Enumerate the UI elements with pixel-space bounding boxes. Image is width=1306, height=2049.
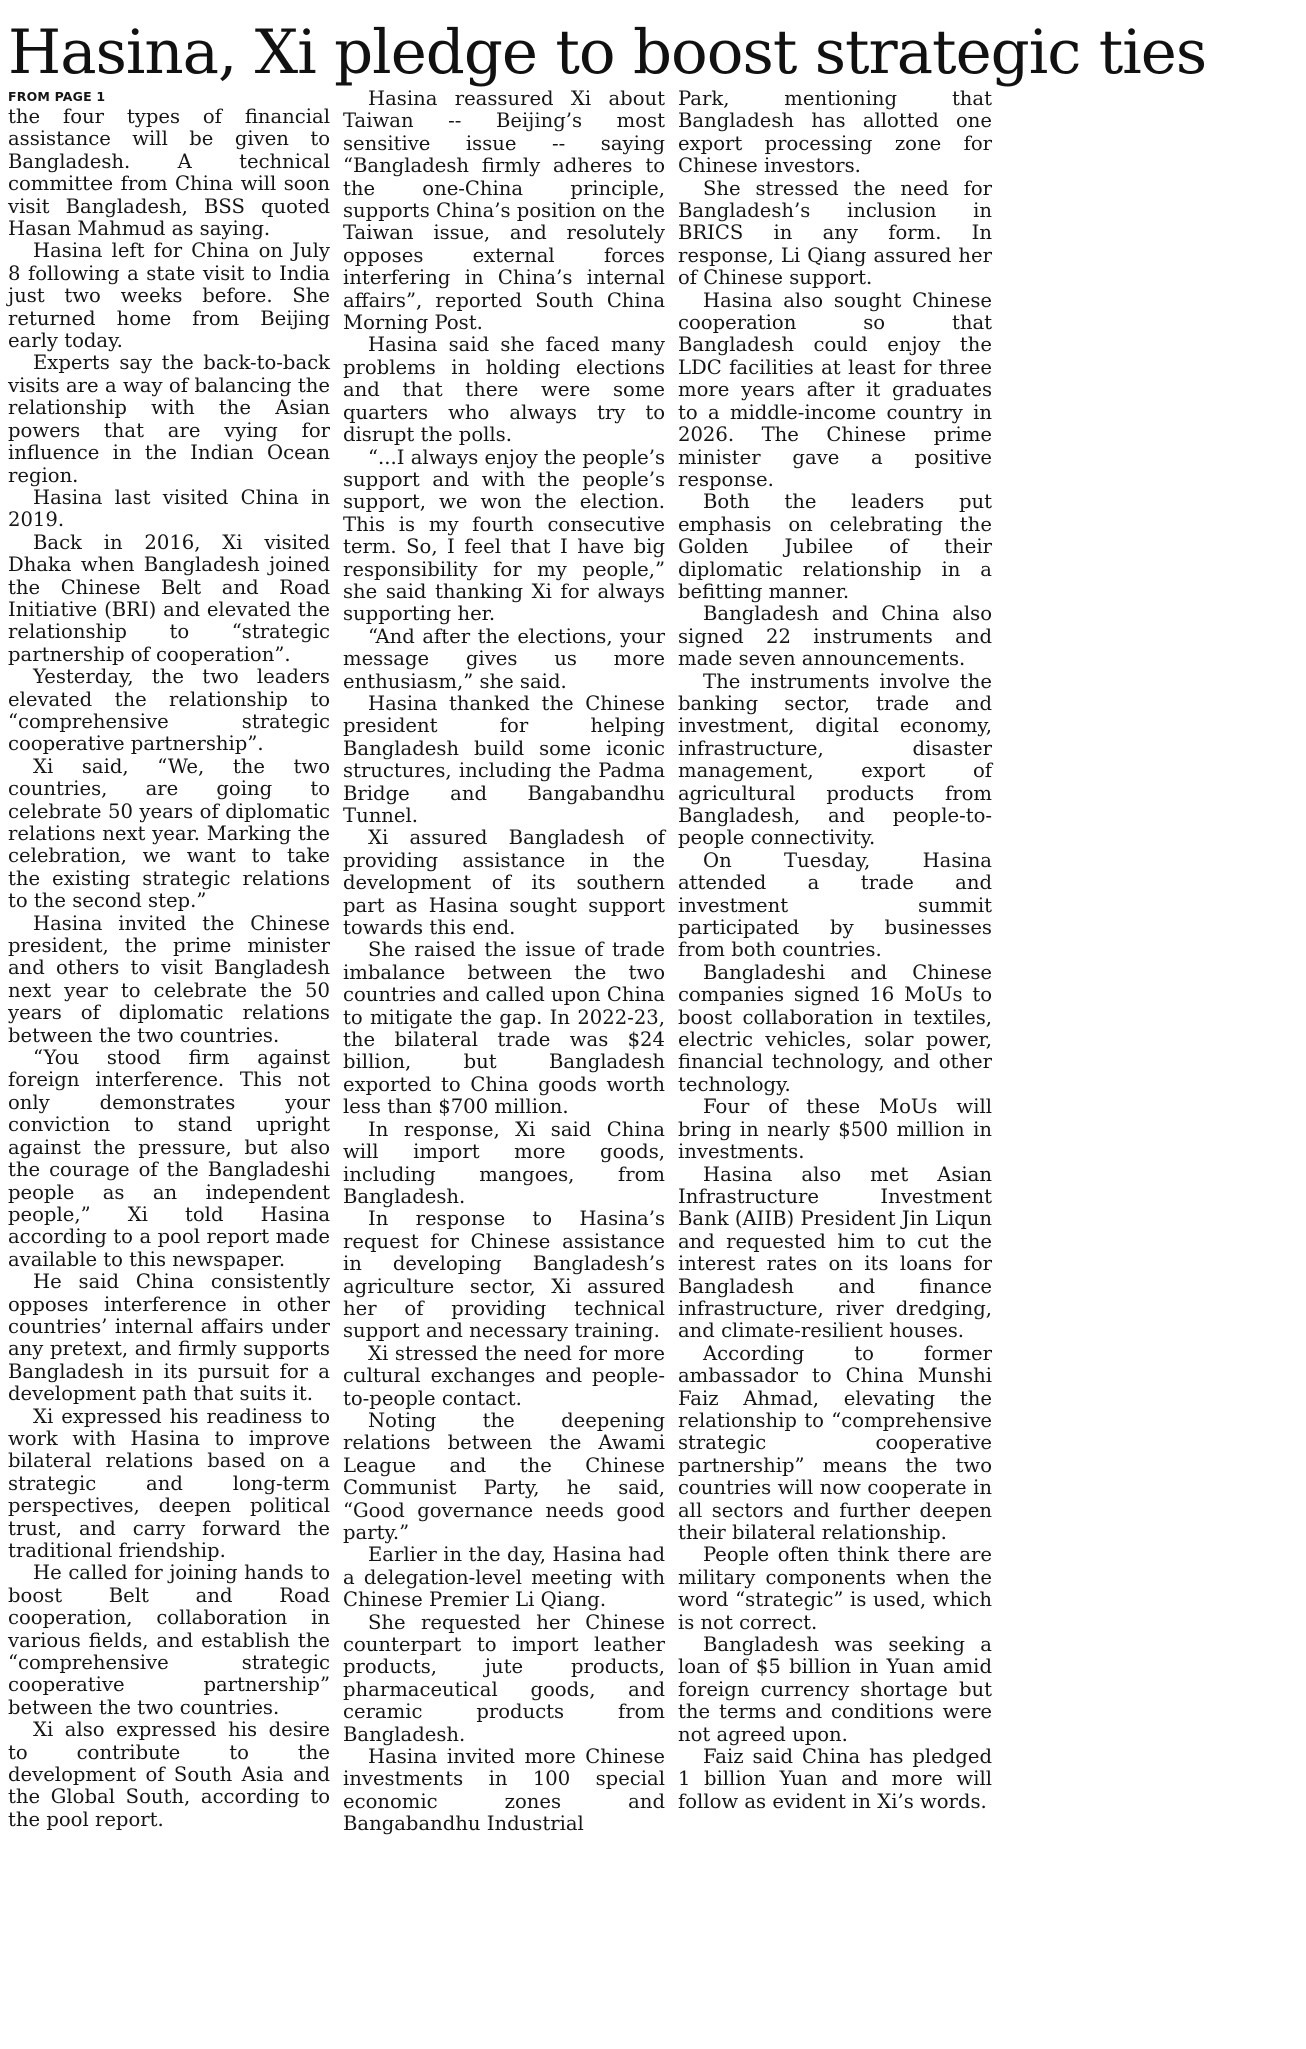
paragraph: Xi stressed the need for more cultural exchanges and people-to-people contact. — [343, 1341, 665, 1410]
paragraph: According to former ambassador to China Munshi Faiz Ahmad, elevating the relationship to “comprehensive strategic cooperative partnership” means the two countries will now cooperate in all sectors and further deepen their bilateral relationship. — [678, 1341, 992, 1544]
paragraph: Hasina invited the Chinese president, the prime minister and others to visit Bangladesh next year to celebrate the 50 years of diplomatic relations between the two countries. — [8, 911, 330, 1047]
paragraph: Xi expressed his readiness to work with Hasina to improve bilateral relations based on a strategic and long-term perspectives, deepen political trust, and carry forward the traditional friendship. — [8, 1404, 330, 1562]
paragraph: “And after the elections, your message gives us more enthusiasm,” she said. — [343, 624, 665, 693]
paragraph: the four types of financial assistance will be given to Bangladesh. A technical committee from China will soon visit Bangladesh, BSS quoted Hasan Mahmud as saying. — [8, 105, 330, 241]
paragraph: On Tuesday, Hasina attended a trade and investment summit participated by businesses from both countries. — [678, 848, 992, 962]
paragraph: Hasina also met Asian Infrastructure Investment Bank (AIIB) President Jin Liqun and requested him to cut the interest rates on its loans for Bangladesh and finance infrastructure, river dredging, and climate-resilient houses. — [678, 1162, 992, 1343]
paragraph: Faiz said China has pledged 1 billion Yuan and more will follow as evident in Xi’s words. — [678, 1745, 992, 1813]
paragraph: Xi said, “We, the two countries, are going to celebrate 50 years of diplomatic relations next year. Marking the celebration, we want to take the existing strategic relations to the second step.” — [8, 754, 330, 913]
paragraph: Hasina thanked the Chinese president for helping Bangladesh build some iconic structures, including the Padma Bridge and Bangabandhu Tunnel. — [343, 691, 665, 827]
article-column-2 — [343, 88, 665, 1836]
headline: Hasina, Xi pledge to boost strategic ties — [8, 17, 1207, 88]
paragraph: Experts say the back-to-back visits are a way of balancing the relationship with the Asian powers that are vying for influence in the Indian Ocean region. — [8, 351, 330, 487]
paragraph: Back in 2016, Xi visited Dhaka when Bangladesh joined the Chinese Belt and Road Initiative (BRI) and elevated the relationship to “strategic partnership of cooperation”. — [8, 530, 330, 666]
paragraph: “You stood firm against foreign interference. This not only demonstrates your conviction to stand upright against the pressure, but also the courage of the Bangladeshi people as an independent people,” Xi told Hasina according to a pool report made available to this newspaper. — [8, 1046, 330, 1271]
paragraph: Hasina left for China on July 8 following a state visit to India just two weeks before. She returned home from Beijing early today. — [8, 239, 330, 353]
paragraph: Park, mentioning that Bangladesh has allotted one export processing zone for Chinese investors. — [678, 87, 992, 178]
paragraph: Both the leaders put emphasis on celebrating the Golden Jubilee of their diplomatic relationship in a befitting manner. — [678, 490, 992, 603]
paragraph: Hasina said she faced many problems in holding elections and that there were some quarters who always try to disrupt the polls. — [343, 333, 665, 447]
paragraph: Xi assured Bangladesh of providing assistance in the development of its southern part as Hasina sought support towards this end. — [343, 826, 665, 940]
paragraph: In response, Xi said China will import more goods, including mangoes, from Bangladesh. — [343, 1117, 665, 1208]
paragraph: Yesterday, the two leaders elevated the relationship to “comprehensive strategic cooperative partnership”. — [8, 665, 330, 756]
paragraph: Noting the deepening relations between the Awami League and the Chinese Communist Party, he said, “Good governance needs good party.” — [343, 1408, 665, 1544]
paragraph: Bangladesh was seeking a loan of $5 billion in Yuan amid foreign currency shortage but the terms and conditions were not agreed upon. — [678, 1633, 992, 1746]
paragraph: Xi also expressed his desire to contribute to the development of South Asia and the Global South, according to the pool report. — [8, 1718, 330, 1831]
paragraph: She raised the issue of trade imbalance between the two countries and called upon China to mitigate the gap. In 2022-23, the bilateral trade was $24 billion, but Bangladesh exported to China goods worth less than $700 million. — [343, 938, 666, 1119]
paragraph: Bangladeshi and Chinese companies signed 16 MoUs to boost collaboration in textiles, electric vehicles, solar power, financial technology, and other technology. — [678, 960, 992, 1096]
paragraph: Bangladesh and China also signed 22 instruments and made seven announcements. — [678, 602, 992, 671]
paragraph: He called for joining hands to boost Belt and Road cooperation, collaboration in various fields, and establish the “comprehensive strategic cooperative partnership” between the two countries. — [8, 1561, 330, 1719]
paragraph: Earlier in the day, Hasina had a delegation-level meeting with Chinese Premier Li Qiang. — [343, 1543, 665, 1612]
article-column-1 — [8, 88, 330, 1831]
paragraph: “...I always enjoy the people’s support and with the people’s support, we won the election. This is my fourth consecutive term. So, I feel that I have big responsibility for my people,” she said thanking Xi for always supporting her. — [343, 445, 665, 626]
paragraph: Hasina last visited China in 2019. — [8, 485, 330, 532]
paragraph: People often think there are military components when the word “strategic” is used, which is not correct. — [678, 1543, 992, 1634]
paragraph: Four of these MoUs will bring in nearly $500 million in investments. — [678, 1095, 992, 1164]
paragraph: Hasina also sought Chinese cooperation so that Bangladesh could enjoy the LDC facilities at least for three more years after it graduates to a middle-income country in 2026. The Chinese prime minister gave a positive response. — [678, 288, 992, 491]
paragraph: Hasina invited more Chinese investments in 100 special economic zones and Bangabandhu Industrial — [343, 1745, 665, 1836]
paragraph: In response to Hasina’s request for Chinese assistance in developing Bangladesh’s agriculture sector, Xi assured her of providing technical support and necessary training. — [343, 1207, 665, 1343]
article-column-3 — [678, 88, 992, 1813]
paragraph: Hasina reassured Xi about Taiwan -- Beijing’s most sensitive issue -- saying “Bangladesh firmly adheres to the one-China principle, supports China’s position on the Taiwan issue, and resolutely opposes external forces interfering in China’s internal affairs”, reported South China Morning Post. — [343, 87, 665, 335]
paragraph: He said China consistently opposes interference in other countries’ internal affairs under any pretext, and firmly supports Bangladesh in its pursuit for a development path that suits it. — [8, 1270, 330, 1406]
paragraph: She stressed the need for Bangladesh’s inclusion in BRICS in any form. In response, Li Qiang assured her of Chinese support. — [678, 176, 992, 290]
paragraph: The instruments involve the banking sector, trade and investment, digital economy, infrastructure, disaster management, export of agricultural products from Bangladesh, and people-to-people connectivity. — [678, 669, 992, 850]
paragraph: She requested her Chinese counterpart to import leather products, jute products, pharmaceutical goods, and ceramic products from Bangladesh. — [343, 1610, 665, 1746]
dateline: FROM PAGE 1 — [8, 89, 106, 104]
